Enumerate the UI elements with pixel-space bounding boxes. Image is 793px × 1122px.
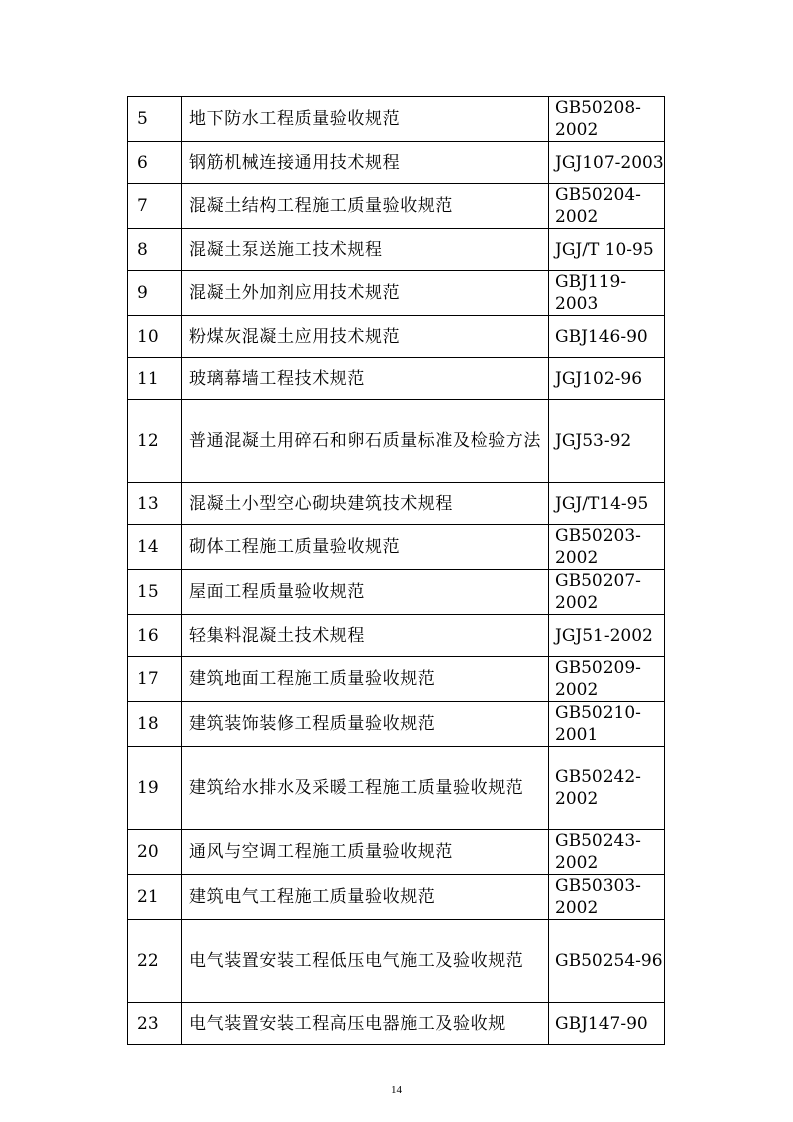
standard-code: GB50209-2002 xyxy=(549,657,665,702)
row-number: 8 xyxy=(128,229,182,271)
table-row xyxy=(128,184,665,229)
row-number: 7 xyxy=(128,184,182,229)
standard-name: 粉煤灰混凝土应用技术规范 xyxy=(182,316,549,358)
table-row xyxy=(128,142,665,184)
row-number: 13 xyxy=(128,483,182,525)
standard-code: JGJ107-2003 xyxy=(549,142,665,184)
row-number: 17 xyxy=(128,657,182,702)
standard-code: GB50242-2002 xyxy=(549,747,665,830)
table-row xyxy=(128,615,665,657)
standard-name: 轻集料混凝土技术规程 xyxy=(182,615,549,657)
standard-name: 钢筋机械连接通用技术规程 xyxy=(182,142,549,184)
row-number: 6 xyxy=(128,142,182,184)
table-row xyxy=(128,920,665,1003)
row-number: 20 xyxy=(128,830,182,875)
standard-name: 建筑装饰装修工程质量验收规范 xyxy=(182,702,549,747)
table-row xyxy=(128,97,665,142)
standard-name-text: 建筑给水排水及采暖工程施工质量验收规范 xyxy=(189,777,524,798)
standard-code: GB50204-2002 xyxy=(549,184,665,229)
standard-code: GBJ146-90 xyxy=(549,316,665,358)
standard-code: GB50254-96 xyxy=(549,920,665,1003)
row-number: 5 xyxy=(128,97,182,142)
standard-code: GBJ119-2003 xyxy=(549,271,665,316)
standard-code: GB50243-2002 xyxy=(549,830,665,875)
row-number: 14 xyxy=(128,525,182,570)
table-row xyxy=(128,358,665,400)
table-row xyxy=(128,400,665,483)
standard-name: 混凝土结构工程施工质量验收规范 xyxy=(182,184,549,229)
standard-name-text: 普通混凝土用碎石和卵石质量标准及检验方法 xyxy=(189,430,541,451)
table-row xyxy=(128,229,665,271)
standard-name: 建筑地面工程施工质量验收规范 xyxy=(182,657,549,702)
standard-code: JGJ/T 10-95 xyxy=(549,229,665,271)
table-row xyxy=(128,1003,665,1045)
row-number: 11 xyxy=(128,358,182,400)
standard-name xyxy=(182,747,549,830)
standard-name: 建筑电气工程施工质量验收规范 xyxy=(182,875,549,920)
standard-code: JGJ53-92 xyxy=(549,400,665,483)
row-number: 16 xyxy=(128,615,182,657)
standard-code: GB50208-2002 xyxy=(549,97,665,142)
standard-name xyxy=(182,920,549,1003)
row-number: 22 xyxy=(128,920,182,1003)
row-number: 19 xyxy=(128,747,182,830)
table-row xyxy=(128,525,665,570)
standard-name: 通风与空调工程施工质量验收规范 xyxy=(182,830,549,875)
table-row xyxy=(128,702,665,747)
standard-code: GB50203-2002 xyxy=(549,525,665,570)
standard-name xyxy=(182,400,549,483)
table-row xyxy=(128,483,665,525)
table-row xyxy=(128,271,665,316)
standards-table xyxy=(127,96,665,1045)
page-number: 14 xyxy=(391,1084,402,1096)
standard-name: 电气装置安装工程高压电器施工及验收规 xyxy=(182,1003,549,1045)
standard-code: JGJ102-96 xyxy=(549,358,665,400)
standard-name: 屋面工程质量验收规范 xyxy=(182,570,549,615)
row-number: 12 xyxy=(128,400,182,483)
standard-code: GB50207-2002 xyxy=(549,570,665,615)
standard-name: 砌体工程施工质量验收规范 xyxy=(182,525,549,570)
row-number: 9 xyxy=(128,271,182,316)
row-number: 18 xyxy=(128,702,182,747)
standard-code: GBJ147-90 xyxy=(549,1003,665,1045)
standard-name: 地下防水工程质量验收规范 xyxy=(182,97,549,142)
table-row xyxy=(128,875,665,920)
table-row xyxy=(128,657,665,702)
standard-name: 混凝土泵送施工技术规程 xyxy=(182,229,549,271)
standard-name: 玻璃幕墙工程技术规范 xyxy=(182,358,549,400)
table-row xyxy=(128,570,665,615)
standard-code: JGJ/T14-95 xyxy=(549,483,665,525)
standard-code: GB50303-2002 xyxy=(549,875,665,920)
table-row xyxy=(128,747,665,830)
row-number: 23 xyxy=(128,1003,182,1045)
standard-code: JGJ51-2002 xyxy=(549,615,665,657)
row-number: 10 xyxy=(128,316,182,358)
standard-name: 混凝土外加剂应用技术规范 xyxy=(182,271,549,316)
table-row xyxy=(128,316,665,358)
standard-name-text: 电气装置安装工程低压电气施工及验收规范 xyxy=(189,950,524,971)
table-row xyxy=(128,830,665,875)
row-number: 15 xyxy=(128,570,182,615)
standard-code: GB50210-2001 xyxy=(549,702,665,747)
row-number: 21 xyxy=(128,875,182,920)
standard-name: 混凝土小型空心砌块建筑技术规程 xyxy=(182,483,549,525)
